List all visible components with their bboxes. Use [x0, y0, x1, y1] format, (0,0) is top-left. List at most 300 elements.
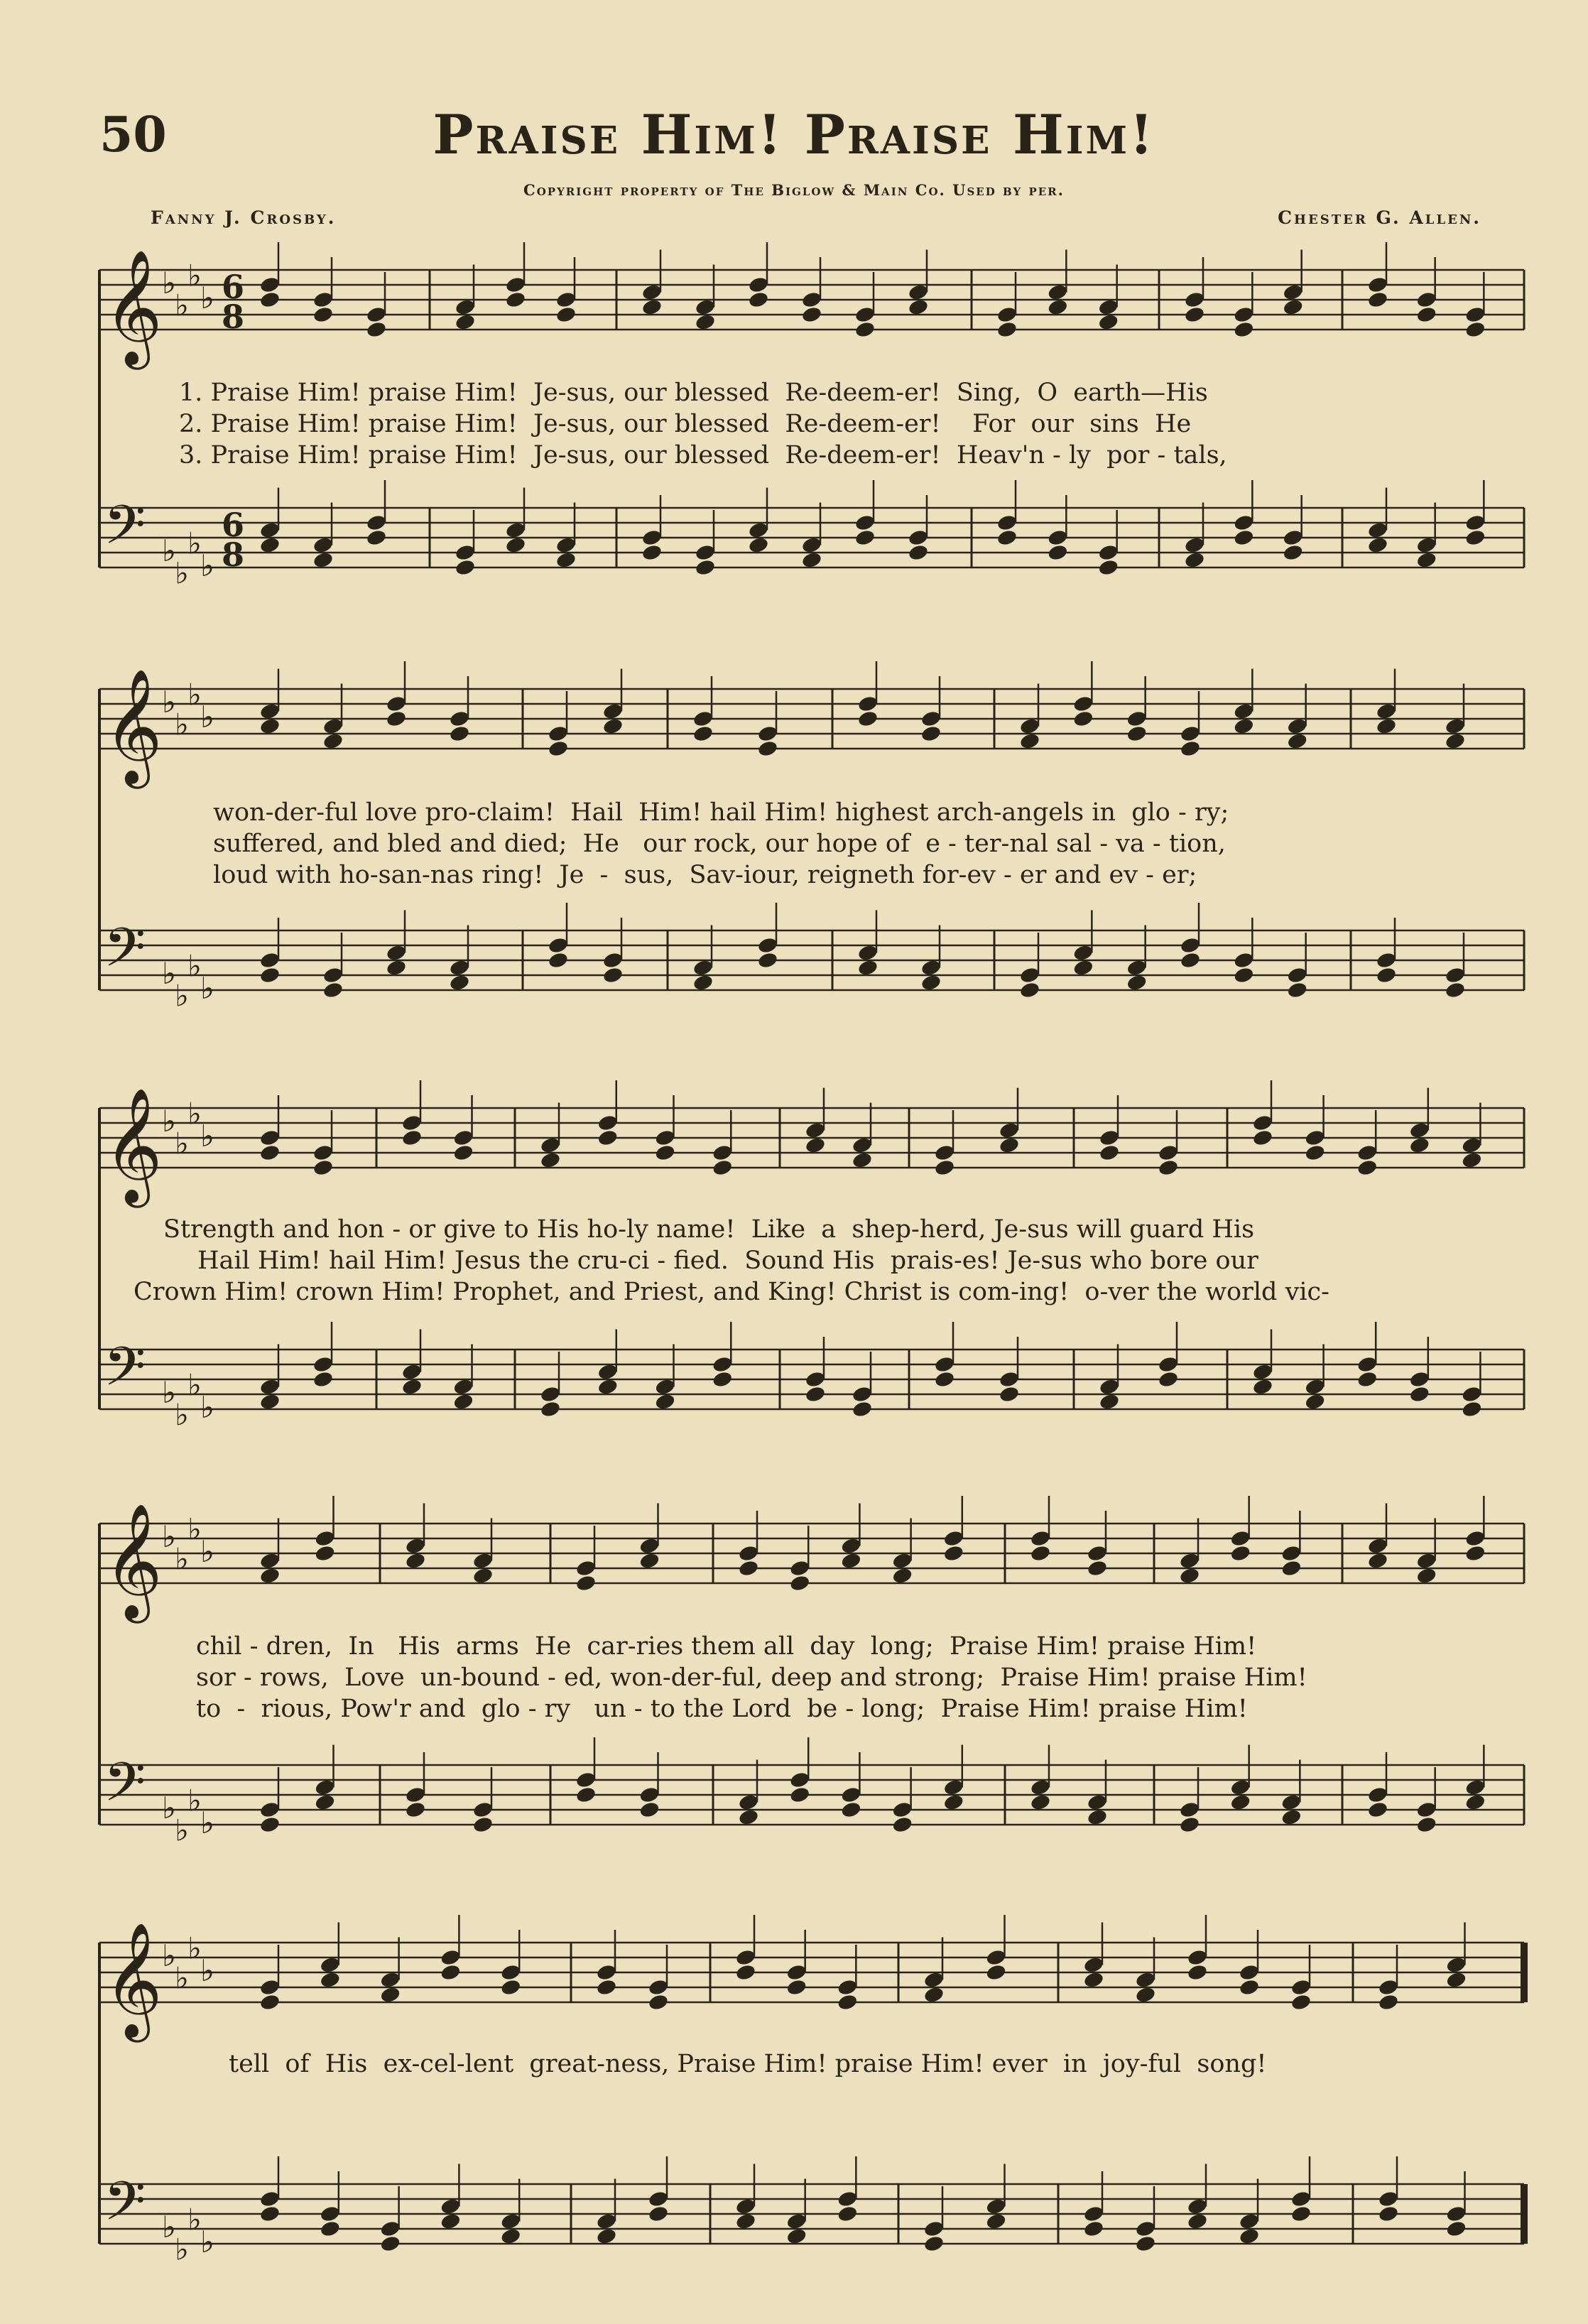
note-head	[840, 1801, 862, 1819]
note-head	[440, 2198, 462, 2216]
note-head	[602, 702, 624, 721]
note-head	[1445, 717, 1467, 736]
note-head	[472, 1552, 494, 1570]
note-head	[1409, 1385, 1431, 1403]
note-head	[1464, 528, 1486, 547]
note-head	[452, 1393, 474, 1411]
note-head	[1187, 2212, 1209, 2231]
note-head	[500, 1978, 522, 1997]
note-head	[837, 2205, 859, 2223]
flat-icon: ♭	[162, 1791, 176, 1825]
note-head	[548, 951, 570, 970]
note-head	[891, 1815, 913, 1834]
note-head	[1356, 1355, 1378, 1374]
note-head	[1184, 305, 1206, 324]
note-head	[1415, 290, 1437, 309]
lyric-line: tell of His ex-cel-lent great-ness, Praise Him! praise Him! ever in joy-ful song!	[229, 2050, 1267, 2078]
note-head	[1280, 1808, 1303, 1827]
note-head	[1464, 1779, 1486, 1797]
treble-clef-icon: 𝄞	[104, 668, 163, 784]
note-head	[1304, 1129, 1326, 1147]
note-head	[1229, 1779, 1251, 1797]
treble-clef-icon: 𝄞	[104, 1922, 163, 2038]
note-head	[259, 1993, 281, 2011]
note-head	[259, 1378, 281, 1396]
note-head	[920, 710, 942, 728]
note-head	[857, 959, 879, 977]
note-head	[641, 543, 663, 562]
note-head	[1087, 1559, 1109, 1578]
note-head	[379, 1971, 401, 1989]
flat-icon: ♭	[162, 956, 176, 991]
note-head	[1304, 1144, 1326, 1162]
note-head	[500, 2227, 522, 2246]
note-head	[259, 1815, 281, 1834]
note-head	[1445, 981, 1467, 999]
note-head	[540, 1151, 562, 1170]
note-head	[259, 1552, 281, 1570]
note-head	[1099, 1378, 1121, 1396]
note-head	[472, 1567, 494, 1585]
note-head	[259, 1801, 281, 1819]
note-head	[695, 558, 717, 577]
lyric-line: 3. Praise Him! praise Him! Je-sus, our blessed Re-deem-er! Heav'n - ly por - tals,	[179, 441, 1227, 469]
note-head	[259, 2205, 281, 2223]
note-head	[1099, 1144, 1121, 1162]
note-head	[575, 1574, 597, 1592]
flat-icon: ♭	[175, 1960, 189, 1996]
flat-icon: ♭	[187, 677, 202, 712]
note-head	[366, 305, 388, 324]
time-signature-denominator: 8	[222, 536, 245, 574]
note-head	[934, 1355, 956, 1374]
note-head	[854, 528, 876, 547]
flat-icon: ♭	[162, 533, 176, 568]
note-head	[440, 2212, 462, 2231]
note-head	[1415, 1552, 1437, 1570]
flat-icon: ♭	[162, 1375, 176, 1410]
note-head	[1280, 1544, 1303, 1563]
note-head	[789, 1771, 811, 1789]
note-head	[1356, 1144, 1378, 1162]
note-head	[596, 2212, 618, 2231]
note-head	[597, 1114, 619, 1132]
note-head	[575, 1559, 597, 1578]
flat-icon: ♭	[175, 1397, 189, 1433]
note-head	[1304, 1393, 1326, 1411]
note-head	[259, 717, 281, 736]
note-head	[1286, 732, 1308, 751]
note-head	[322, 717, 344, 736]
note-head	[548, 739, 570, 758]
note-head	[379, 2220, 401, 2238]
note-head	[1415, 1801, 1437, 1819]
note-head	[401, 1363, 423, 1381]
note-head	[1415, 536, 1437, 555]
note-head	[1367, 290, 1389, 309]
note-head	[379, 2235, 401, 2253]
note-head	[638, 1552, 660, 1570]
note-head	[259, 276, 281, 294]
note-head	[452, 1144, 474, 1162]
note-head	[401, 1378, 423, 1396]
note-head	[259, 2190, 281, 2208]
note-head	[1126, 724, 1148, 743]
note-head	[548, 724, 570, 743]
note-head	[259, 521, 281, 540]
lyric-line: won-der-ful love pro-claim! Hail Him! hail Him! highest arch-angels in glo - ry;	[213, 798, 1229, 827]
note-head	[735, 1963, 757, 1982]
lyric-line: to - rious, Pow'r and glo - ry un - to the Lord be - long; Praise Him! praise Him!	[196, 1695, 1248, 1723]
note-head	[455, 313, 477, 332]
flat-icon: ♭	[187, 1367, 202, 1403]
note-head	[405, 1801, 427, 1819]
note-head	[386, 959, 408, 977]
note-head	[648, 2190, 670, 2208]
note-head	[1072, 959, 1094, 977]
note-head	[1252, 1363, 1274, 1381]
note-head	[1187, 2198, 1209, 2216]
note-head	[259, 1978, 281, 1997]
note-head	[923, 1971, 945, 1989]
note-head	[312, 290, 335, 309]
note-head	[943, 1779, 965, 1797]
note-head	[322, 966, 344, 984]
note-head	[1239, 1978, 1261, 1997]
note-head	[1229, 1544, 1251, 1563]
note-head	[1304, 1378, 1326, 1396]
flat-icon: ♭	[200, 1534, 214, 1569]
note-head	[401, 1114, 423, 1132]
note-head	[1445, 966, 1467, 984]
note-head	[1047, 298, 1069, 317]
note-head	[1282, 283, 1304, 302]
lyric-line: sor - rows, Love un-bound - ed, won-der-ful, deep and strong; Praise Him! praise Him!	[196, 1663, 1307, 1692]
bass-clef-icon: 𝄢	[104, 1335, 146, 1411]
note-head	[1464, 1544, 1486, 1563]
note-head	[789, 1786, 811, 1804]
note-head	[1072, 710, 1094, 728]
note-head	[692, 710, 714, 728]
note-head	[1415, 551, 1437, 570]
note-head	[1180, 936, 1202, 955]
note-head	[999, 1136, 1021, 1155]
note-head	[1252, 1114, 1274, 1132]
flat-icon: ♭	[187, 258, 202, 293]
flat-icon: ♭	[162, 685, 176, 720]
note-head	[891, 1801, 913, 1819]
flat-icon: ♭	[162, 1519, 176, 1554]
note-head	[1356, 1158, 1378, 1177]
note-head	[789, 1574, 811, 1592]
note-head	[1083, 2205, 1105, 2223]
note-head	[801, 290, 823, 309]
note-head	[314, 1544, 336, 1563]
note-head	[852, 1400, 874, 1418]
hymn-title: Praise Him! Praise Him!	[433, 103, 1155, 166]
lyric-line: Hail Him! hail Him! Jesus the cru-ci - fied. Sound His prais-es! Je-sus who bore our	[197, 1247, 1258, 1275]
note-head	[1184, 551, 1206, 570]
note-head	[1030, 1529, 1052, 1548]
note-head	[1282, 543, 1304, 562]
note-head	[840, 1786, 862, 1804]
note-head	[695, 543, 717, 562]
note-head	[1445, 2220, 1467, 2238]
note-head	[1233, 320, 1255, 339]
note-head	[1239, 2227, 1261, 2246]
note-head	[320, 2220, 342, 2238]
note-head	[1083, 1971, 1105, 1989]
note-head	[840, 1552, 862, 1570]
note-head	[1180, 951, 1202, 970]
bass-clef-icon: 𝄢	[104, 2170, 146, 2246]
note-head	[1464, 514, 1486, 532]
note-head	[1184, 290, 1206, 309]
flat-icon: ♭	[187, 526, 202, 561]
note-head	[505, 276, 527, 294]
note-head	[1180, 724, 1202, 743]
note-head	[1233, 951, 1255, 970]
note-head	[1409, 1136, 1431, 1155]
note-head	[638, 1537, 660, 1555]
lyricist-credit: Fanny J. Crosby.	[151, 207, 337, 228]
note-head	[1239, 1963, 1261, 1982]
note-head	[1099, 1129, 1121, 1147]
treble-clef-icon: 𝄞	[104, 249, 163, 365]
note-head	[1286, 966, 1308, 984]
note-head	[1229, 1529, 1251, 1548]
note-head	[505, 536, 527, 555]
note-head	[1376, 702, 1398, 721]
note-head	[692, 959, 714, 977]
note-head	[1047, 283, 1069, 302]
note-head	[923, 1986, 945, 2004]
note-head	[1158, 1370, 1180, 1389]
note-head	[735, 2212, 757, 2231]
note-head	[854, 320, 876, 339]
note-head	[638, 1786, 660, 1804]
note-head	[1087, 1544, 1109, 1563]
note-head	[1286, 981, 1308, 999]
note-head	[748, 536, 770, 555]
note-head	[695, 313, 717, 332]
note-head	[449, 959, 471, 977]
note-head	[1126, 710, 1148, 728]
note-head	[1179, 1552, 1201, 1570]
note-head	[1367, 536, 1389, 555]
lyric-line: 2. Praise Him! praise Him! Je-sus, our blessed Re-deem-er! For our sins He	[179, 410, 1192, 438]
note-head	[840, 1537, 862, 1555]
note-head	[985, 1963, 1007, 1982]
note-head	[854, 514, 876, 532]
note-head	[1376, 951, 1398, 970]
note-head	[440, 1948, 462, 1967]
note-head	[1097, 313, 1119, 332]
note-head	[1083, 2220, 1105, 2238]
note-head	[455, 298, 477, 317]
note-head	[455, 543, 477, 562]
note-head	[1378, 2190, 1400, 2208]
note-head	[322, 732, 344, 751]
note-head	[555, 290, 577, 309]
note-head	[1286, 717, 1308, 736]
flat-icon: ♭	[175, 1126, 189, 1161]
time-signature-numerator: 6	[222, 268, 245, 306]
note-head	[908, 298, 930, 317]
note-head	[379, 1986, 401, 2004]
note-head	[1047, 543, 1069, 562]
note-head	[1047, 528, 1069, 547]
note-head	[312, 1158, 335, 1177]
note-head	[857, 710, 879, 728]
note-head	[1367, 276, 1389, 294]
note-head	[1233, 305, 1255, 324]
note-head	[1030, 1793, 1052, 1812]
note-head	[1019, 966, 1041, 984]
flat-icon: ♭	[175, 555, 189, 591]
note-head	[405, 1786, 427, 1804]
note-head	[1126, 974, 1148, 992]
note-head	[1376, 966, 1398, 984]
copyright-notice: Copyright property of The Biglow & Main Co. Used by per.	[523, 181, 1065, 199]
flat-icon: ♭	[162, 2210, 176, 2244]
note-head	[738, 1793, 760, 1812]
lyric-line: chil - dren, In His arms He car-ries them all day long; Praise Him! praise Him!	[196, 1632, 1257, 1661]
treble-clef-icon: 𝄞	[104, 1503, 163, 1619]
note-head	[1461, 1136, 1483, 1155]
note-head	[1376, 717, 1398, 736]
note-head	[837, 2190, 859, 2208]
note-head	[1445, 732, 1467, 751]
note-head	[575, 1771, 597, 1789]
note-head	[1233, 717, 1255, 736]
note-head	[641, 283, 663, 302]
note-head	[548, 936, 570, 955]
note-head	[920, 959, 942, 977]
note-head	[641, 528, 663, 547]
note-head	[943, 1793, 965, 1812]
note-head	[312, 1370, 335, 1389]
note-head	[540, 1385, 562, 1403]
note-head	[1464, 1529, 1486, 1548]
flat-icon: ♭	[187, 1931, 202, 1966]
note-head	[805, 1122, 827, 1140]
note-head	[801, 551, 823, 570]
note-head	[1179, 1815, 1201, 1834]
treble-clef-icon: 𝄞	[104, 1087, 163, 1203]
note-head	[1290, 1993, 1312, 2011]
note-head	[1367, 1537, 1389, 1555]
note-head	[366, 320, 388, 339]
note-head	[757, 724, 779, 743]
note-head	[1282, 528, 1304, 547]
note-head	[712, 1370, 734, 1389]
flat-icon: ♭	[200, 548, 214, 583]
note-head	[1019, 717, 1041, 736]
note-head	[1126, 959, 1148, 977]
note-head	[638, 1801, 660, 1819]
note-head	[999, 1122, 1021, 1140]
note-head	[735, 2198, 757, 2216]
note-head	[555, 305, 577, 324]
note-head	[259, 1393, 281, 1411]
note-head	[1099, 1393, 1121, 1411]
note-head	[602, 717, 624, 736]
note-head	[789, 1559, 811, 1578]
note-head	[648, 1978, 670, 1997]
note-head	[259, 951, 281, 970]
time-signature-numerator: 6	[222, 506, 245, 544]
note-head	[1233, 702, 1255, 721]
note-head	[996, 528, 1018, 547]
note-head	[312, 551, 335, 570]
note-head	[1461, 1385, 1483, 1403]
note-head	[1282, 298, 1304, 317]
bass-clef-icon: 𝄢	[104, 1751, 146, 1827]
note-head	[805, 1370, 827, 1389]
note-head	[449, 710, 471, 728]
note-head	[934, 1370, 956, 1389]
note-head	[943, 1544, 965, 1563]
time-signature-denominator: 8	[222, 298, 245, 336]
note-head	[1367, 1786, 1389, 1804]
note-head	[852, 1136, 874, 1155]
note-head	[597, 1129, 619, 1147]
flat-icon: ♭	[187, 1511, 202, 1547]
note-head	[1087, 1808, 1109, 1827]
note-head	[1378, 1993, 1400, 2011]
note-head	[1135, 1986, 1157, 2004]
note-head	[801, 305, 823, 324]
note-head	[785, 1978, 807, 1997]
note-head	[923, 2220, 945, 2238]
note-head	[837, 1978, 859, 1997]
note-head	[1179, 1567, 1201, 1585]
note-head	[712, 1158, 734, 1177]
note-head	[1445, 2205, 1467, 2223]
note-head	[1180, 739, 1202, 758]
flat-icon: ♭	[162, 1938, 176, 1973]
note-head	[748, 276, 770, 294]
note-head	[1083, 1956, 1105, 1975]
note-head	[1087, 1793, 1109, 1812]
note-head	[1233, 966, 1255, 984]
note-head	[320, 1956, 342, 1975]
note-head	[312, 536, 335, 555]
note-head	[1179, 1801, 1201, 1819]
note-head	[1072, 944, 1094, 962]
note-head	[440, 1963, 462, 1982]
note-head	[648, 1993, 670, 2011]
note-head	[985, 1948, 1007, 1967]
note-head	[738, 1544, 760, 1563]
note-head	[712, 1355, 734, 1374]
flat-icon: ♭	[200, 1953, 214, 1988]
note-head	[1252, 1129, 1274, 1147]
note-head	[908, 283, 930, 302]
note-head	[1290, 2190, 1312, 2208]
note-head	[1356, 1370, 1378, 1389]
flat-icon: ♭	[175, 1813, 189, 1848]
note-head	[854, 305, 876, 324]
note-head	[1409, 1370, 1431, 1389]
note-head	[455, 558, 477, 577]
note-head	[314, 1779, 336, 1797]
note-head	[1464, 305, 1486, 324]
note-head	[405, 1537, 427, 1555]
flat-icon: ♭	[187, 2202, 202, 2237]
note-head	[692, 724, 714, 743]
